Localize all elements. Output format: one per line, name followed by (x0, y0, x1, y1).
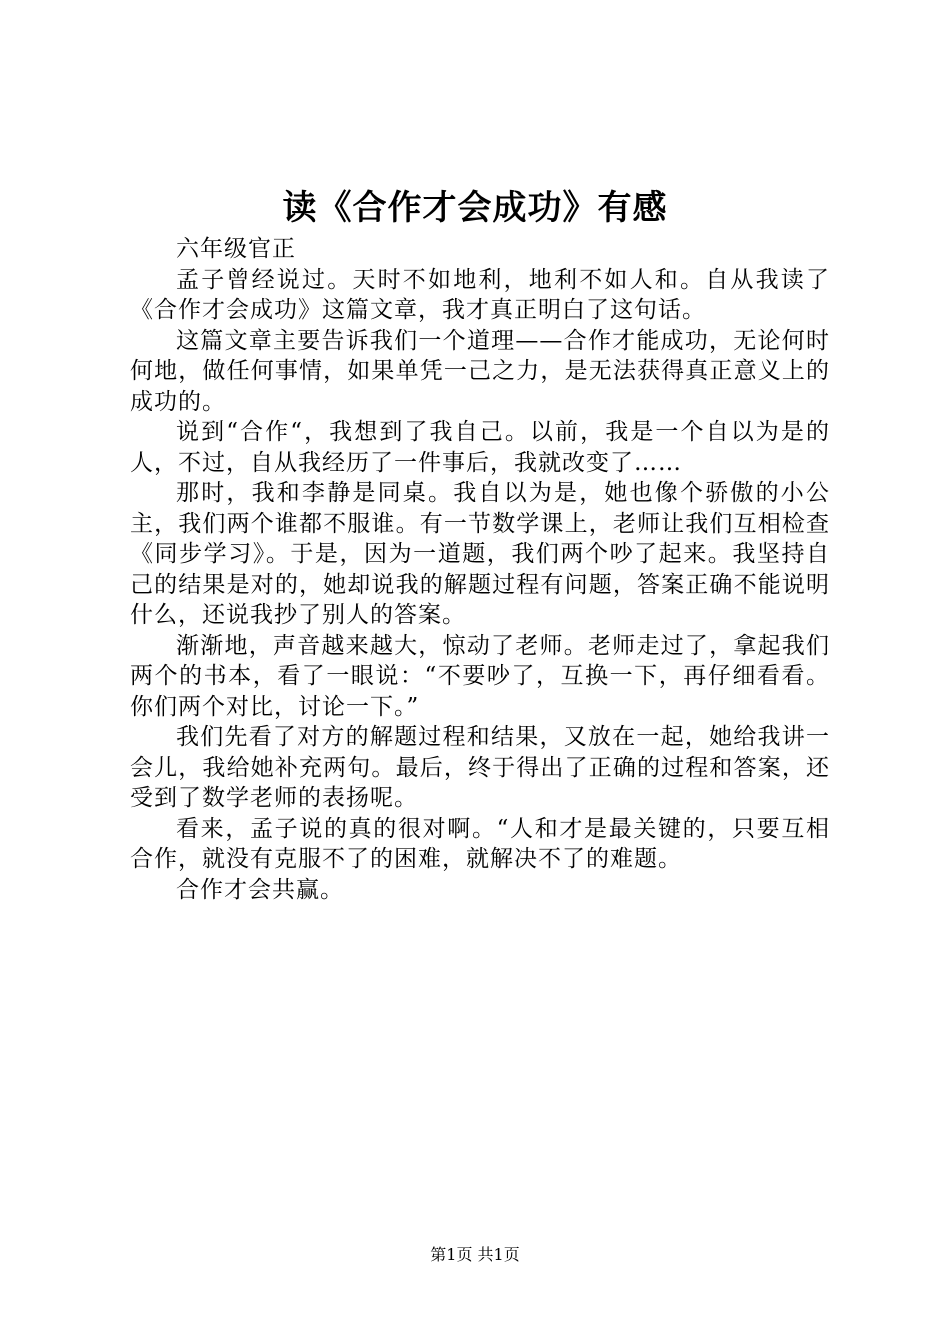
document-body (130, 234, 830, 905)
paragraph-1: 孟子曾经说过。天时不如地利，地利不如人和。自从我读了《合作才会成功》这篇文章，我才真正明白了这句话。 (130, 266, 830, 323)
paragraph-4: 那时，我和李静是同桌。我自以为是，她也像个骄傲的小公主，我们两个谁都不服谁。有一节数学课上，老师让我们互相检查《同步学习》。于是，因为一道题，我们两个吵了起来。我坚持自己的结果是对的，她却说我的解题过程有问题，答案正确不能说明什么，还说我抄了别人的答案。 (130, 480, 830, 628)
paragraph-7: 看来，孟子说的真的很对啊。“人和才是最关键的，只要互相合作，就没有克服不了的困难，就解决不了的难题。 (130, 815, 830, 872)
document-title: 读《合作才会成功》有感 (282, 188, 668, 228)
author-line: 六年级官正 (176, 236, 296, 262)
paragraph-5: 渐渐地，声音越来越大，惊动了老师。老师走过了，拿起我们两个的书本，看了一眼说：“不要吵了，互换一下，再仔细看看。你们两个对比，讨论一下。” (130, 632, 830, 720)
paragraph-8: 合作才会共赢。 (176, 876, 344, 903)
paragraph-2: 这篇文章主要告诉我们一个道理——合作才能成功，无论何时何地，做任何事情，如果单凭一己之力，是无法获得真正意义上的成功的。 (130, 327, 830, 415)
page-footer: 第1页 共1页 (430, 1245, 520, 1264)
paragraph-6: 我们先看了对方的解题过程和结果，又放在一起，她给我讲一会儿，我给她补充两句。最后，终于得出了正确的过程和答案，还受到了数学老师的表扬呢。 (130, 724, 830, 811)
paragraph-3: 说到“合作“，我想到了我自己。以前，我是一个自以为是的人，不过，自从我经历了一件事后，我就改变了…… (130, 419, 830, 476)
